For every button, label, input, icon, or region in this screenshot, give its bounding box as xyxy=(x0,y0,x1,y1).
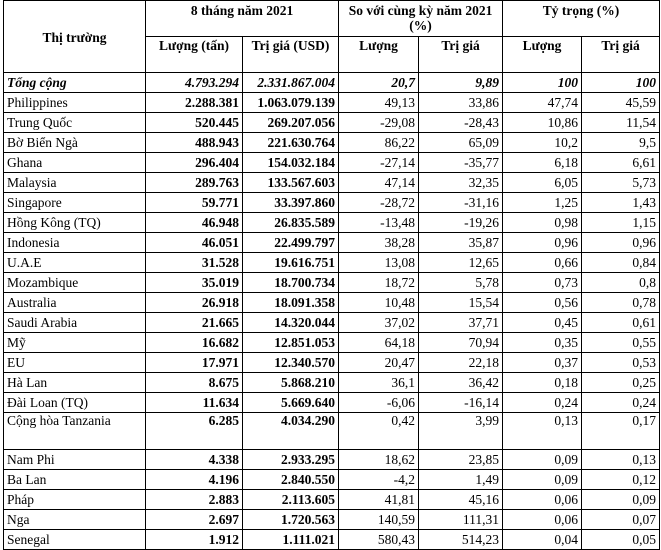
value-cell: 12.340.570 xyxy=(243,353,339,373)
volume-change-cell: -27,14 xyxy=(339,153,419,173)
market-name: Mỹ xyxy=(4,333,146,353)
value-share-cell: 5,73 xyxy=(582,173,660,193)
market-name: Nga xyxy=(4,510,146,530)
volume-share-cell: 0,13 xyxy=(503,413,582,450)
table-row xyxy=(4,233,660,253)
volume-share-cell: 0,24 xyxy=(503,393,582,413)
volume-change-cell: 0,42 xyxy=(339,413,419,450)
value-share-cell: 0,17 xyxy=(582,413,660,450)
value-share-cell: 0,84 xyxy=(582,253,660,273)
value-change-cell: 45,16 xyxy=(419,490,503,510)
value-change-cell: 23,85 xyxy=(419,450,503,470)
value-cell: 18.091.358 xyxy=(243,293,339,313)
market-name: Hồng Kông (TQ) xyxy=(4,213,146,233)
volume-change-cell: -6,06 xyxy=(339,393,419,413)
value-change-cell: -16,14 xyxy=(419,393,503,413)
volume-cell: 46.948 xyxy=(146,213,243,233)
table-row xyxy=(4,470,660,490)
value-change-cell: 36,42 xyxy=(419,373,503,393)
total-value: 2.331.867.004 xyxy=(243,73,339,93)
period-header: 8 tháng năm 2021 xyxy=(146,1,339,37)
market-name: Australia xyxy=(4,293,146,313)
table-row xyxy=(4,273,660,293)
header-row-top xyxy=(4,1,660,37)
volume-change-cell: 140,59 xyxy=(339,510,419,530)
market-name: Mozambique xyxy=(4,273,146,293)
volume-share-cell: 0,45 xyxy=(503,313,582,333)
table-row xyxy=(4,333,660,353)
volume-share-cell: 0,09 xyxy=(503,470,582,490)
value-change-cell: -28,43 xyxy=(419,113,503,133)
volume-change-cell: -13,48 xyxy=(339,213,419,233)
total-volume-change: 20,7 xyxy=(339,73,419,93)
volume-change-cell: 49,13 xyxy=(339,93,419,113)
value-cell: 19.616.751 xyxy=(243,253,339,273)
market-name: Hà Lan xyxy=(4,373,146,393)
volume-change-cell: -4,2 xyxy=(339,470,419,490)
volume-change-cell: 13,08 xyxy=(339,253,419,273)
volume-change-cell: 47,14 xyxy=(339,173,419,193)
table-row xyxy=(4,530,660,550)
volume-share-cell: 6,18 xyxy=(503,153,582,173)
total-volume-share: 100 xyxy=(503,73,582,93)
value-cell: 22.499.797 xyxy=(243,233,339,253)
value-usd-header: Trị giá (USD) xyxy=(243,37,339,73)
market-name: Nam Phi xyxy=(4,450,146,470)
value-change-cell: -35,77 xyxy=(419,153,503,173)
table-row xyxy=(4,93,660,113)
table-row xyxy=(4,393,660,413)
market-name: Indonesia xyxy=(4,233,146,253)
value-share-cell: 0,24 xyxy=(582,393,660,413)
volume-change-cell: 86,22 xyxy=(339,133,419,153)
volume-change-cell: 38,28 xyxy=(339,233,419,253)
value-share-cell: 0,07 xyxy=(582,510,660,530)
value-cell: 1.111.021 xyxy=(243,530,339,550)
volume-cell: 26.918 xyxy=(146,293,243,313)
value-share-cell: 0,25 xyxy=(582,373,660,393)
market-name: Malaysia xyxy=(4,173,146,193)
volume-cell: 35.019 xyxy=(146,273,243,293)
value-change-cell: 65,09 xyxy=(419,133,503,153)
volume-share-cell: 0,09 xyxy=(503,450,582,470)
value-share-cell: 0,61 xyxy=(582,313,660,333)
table-row xyxy=(4,193,660,213)
volume-share-cell: 0,56 xyxy=(503,293,582,313)
value-cell: 33.397.860 xyxy=(243,193,339,213)
market-name: Ghana xyxy=(4,153,146,173)
value-share-cell: 45,59 xyxy=(582,93,660,113)
table-row xyxy=(4,293,660,313)
volume-share-cell: 0,06 xyxy=(503,510,582,530)
value-share-cell: 6,61 xyxy=(582,153,660,173)
volume-share-cell: 0,06 xyxy=(503,490,582,510)
volume-cell: 289.763 xyxy=(146,173,243,193)
table-row xyxy=(4,373,660,393)
volume-cell: 16.682 xyxy=(146,333,243,353)
value-change-cell: 35,87 xyxy=(419,233,503,253)
value-cell: 5.868.210 xyxy=(243,373,339,393)
market-name: Philippines xyxy=(4,93,146,113)
volume-share-cell: 0,37 xyxy=(503,353,582,373)
value-change-cell: 12,65 xyxy=(419,253,503,273)
value-share-cell: 0,13 xyxy=(582,450,660,470)
value-share-cell: 1,43 xyxy=(582,193,660,213)
value-cell: 26.835.589 xyxy=(243,213,339,233)
share-header: Tỷ trọng (%) xyxy=(503,1,660,37)
total-volume: 4.793.294 xyxy=(146,73,243,93)
table-row xyxy=(4,133,660,153)
volume-share-cell: 0,66 xyxy=(503,253,582,273)
value-share-cell: 0,05 xyxy=(582,530,660,550)
value-change-header: Trị giá xyxy=(419,37,503,73)
market-name: EU xyxy=(4,353,146,373)
volume-cell: 17.971 xyxy=(146,353,243,373)
volume-cell: 4.196 xyxy=(146,470,243,490)
volume-cell: 11.634 xyxy=(146,393,243,413)
table-row xyxy=(4,113,660,133)
value-share-cell: 1,15 xyxy=(582,213,660,233)
table-row xyxy=(4,510,660,530)
volume-change-cell: -29,08 xyxy=(339,113,419,133)
market-name: Ba Lan xyxy=(4,470,146,490)
volume-share-cell: 0,18 xyxy=(503,373,582,393)
market-name: Singapore xyxy=(4,193,146,213)
value-change-cell: -31,16 xyxy=(419,193,503,213)
value-change-cell: 514,23 xyxy=(419,530,503,550)
volume-share-cell: 1,25 xyxy=(503,193,582,213)
volume-change-cell: 580,43 xyxy=(339,530,419,550)
volume-share-cell: 0,98 xyxy=(503,213,582,233)
volume-cell: 2.288.381 xyxy=(146,93,243,113)
volume-ton-header: Lượng (tấn) xyxy=(146,37,243,73)
volume-cell: 1.912 xyxy=(146,530,243,550)
volume-share-cell: 6,05 xyxy=(503,173,582,193)
volume-cell: 2.697 xyxy=(146,510,243,530)
volume-cell: 6.285 xyxy=(146,413,243,450)
total-value-change: 9,89 xyxy=(419,73,503,93)
market-name: Saudi Arabia xyxy=(4,313,146,333)
value-share-cell: 0,96 xyxy=(582,233,660,253)
value-share-cell: 9,5 xyxy=(582,133,660,153)
value-change-cell: 37,71 xyxy=(419,313,503,333)
volume-share-header: Lượng xyxy=(503,37,582,73)
value-share-cell: 0,12 xyxy=(582,470,660,490)
table-row xyxy=(4,353,660,373)
value-cell: 18.700.734 xyxy=(243,273,339,293)
market-name: Senegal xyxy=(4,530,146,550)
value-cell: 221.630.764 xyxy=(243,133,339,153)
value-change-cell: 32,35 xyxy=(419,173,503,193)
volume-change-cell: 20,47 xyxy=(339,353,419,373)
volume-share-cell: 0,35 xyxy=(503,333,582,353)
value-change-cell: 5,78 xyxy=(419,273,503,293)
table-row xyxy=(4,173,660,193)
total-name: Tổng cộng xyxy=(4,73,146,93)
value-share-cell: 0,8 xyxy=(582,273,660,293)
table-row xyxy=(4,413,660,450)
value-share-cell: 0,78 xyxy=(582,293,660,313)
volume-cell: 59.771 xyxy=(146,193,243,213)
volume-change-cell: 41,81 xyxy=(339,490,419,510)
volume-change-cell: 18,72 xyxy=(339,273,419,293)
volume-cell: 8.675 xyxy=(146,373,243,393)
value-change-cell: 3,99 xyxy=(419,413,503,450)
volume-share-cell: 0,73 xyxy=(503,273,582,293)
table-row xyxy=(4,253,660,273)
volume-share-cell: 10,2 xyxy=(503,133,582,153)
value-cell: 2.113.605 xyxy=(243,490,339,510)
market-name: U.A.E xyxy=(4,253,146,273)
value-cell: 14.320.044 xyxy=(243,313,339,333)
total-row xyxy=(4,73,660,93)
volume-cell: 2.883 xyxy=(146,490,243,510)
value-share-cell: 11,54 xyxy=(582,113,660,133)
value-change-cell: 70,94 xyxy=(419,333,503,353)
value-share-cell: 0,53 xyxy=(582,353,660,373)
value-change-cell: 1,49 xyxy=(419,470,503,490)
value-change-cell: 111,31 xyxy=(419,510,503,530)
volume-change-cell: 36,1 xyxy=(339,373,419,393)
market-name: Trung Quốc xyxy=(4,113,146,133)
value-change-cell: 22,18 xyxy=(419,353,503,373)
volume-share-cell: 0,04 xyxy=(503,530,582,550)
volume-change-header: Lượng xyxy=(339,37,419,73)
market-name: Cộng hòa Tanzania xyxy=(4,413,146,450)
value-share-cell: 0,09 xyxy=(582,490,660,510)
value-cell: 1.720.563 xyxy=(243,510,339,530)
volume-change-cell: 37,02 xyxy=(339,313,419,333)
value-cell: 4.034.290 xyxy=(243,413,339,450)
table-row xyxy=(4,153,660,173)
volume-cell: 31.528 xyxy=(146,253,243,273)
volume-cell: 296.404 xyxy=(146,153,243,173)
market-name: Bờ Biển Ngà xyxy=(4,133,146,153)
value-cell: 5.669.640 xyxy=(243,393,339,413)
table-row xyxy=(4,490,660,510)
market-header: Thị trường xyxy=(4,1,146,73)
table-row xyxy=(4,213,660,233)
table-row xyxy=(4,450,660,470)
value-share-cell: 0,55 xyxy=(582,333,660,353)
compare-header: So với cùng kỳ năm 2021 (%) xyxy=(339,1,503,37)
market-name: Đài Loan (TQ) xyxy=(4,393,146,413)
value-cell: 2.933.295 xyxy=(243,450,339,470)
value-cell: 12.851.053 xyxy=(243,333,339,353)
value-change-cell: 15,54 xyxy=(419,293,503,313)
volume-share-cell: 47,74 xyxy=(503,93,582,113)
value-cell: 1.063.079.139 xyxy=(243,93,339,113)
export-market-table xyxy=(3,0,660,550)
table-row xyxy=(4,313,660,333)
value-cell: 133.567.603 xyxy=(243,173,339,193)
volume-cell: 46.051 xyxy=(146,233,243,253)
volume-change-cell: 18,62 xyxy=(339,450,419,470)
total-value-share: 100 xyxy=(582,73,660,93)
volume-change-cell: 64,18 xyxy=(339,333,419,353)
value-cell: 269.207.056 xyxy=(243,113,339,133)
volume-cell: 21.665 xyxy=(146,313,243,333)
value-cell: 2.840.550 xyxy=(243,470,339,490)
volume-share-cell: 0,96 xyxy=(503,233,582,253)
volume-change-cell: 10,48 xyxy=(339,293,419,313)
market-name: Pháp xyxy=(4,490,146,510)
volume-share-cell: 10,86 xyxy=(503,113,582,133)
value-cell: 154.032.184 xyxy=(243,153,339,173)
value-change-cell: -19,26 xyxy=(419,213,503,233)
volume-cell: 488.943 xyxy=(146,133,243,153)
volume-cell: 520.445 xyxy=(146,113,243,133)
value-change-cell: 33,86 xyxy=(419,93,503,113)
volume-change-cell: -28,72 xyxy=(339,193,419,213)
volume-cell: 4.338 xyxy=(146,450,243,470)
value-share-header: Trị giá xyxy=(582,37,660,73)
